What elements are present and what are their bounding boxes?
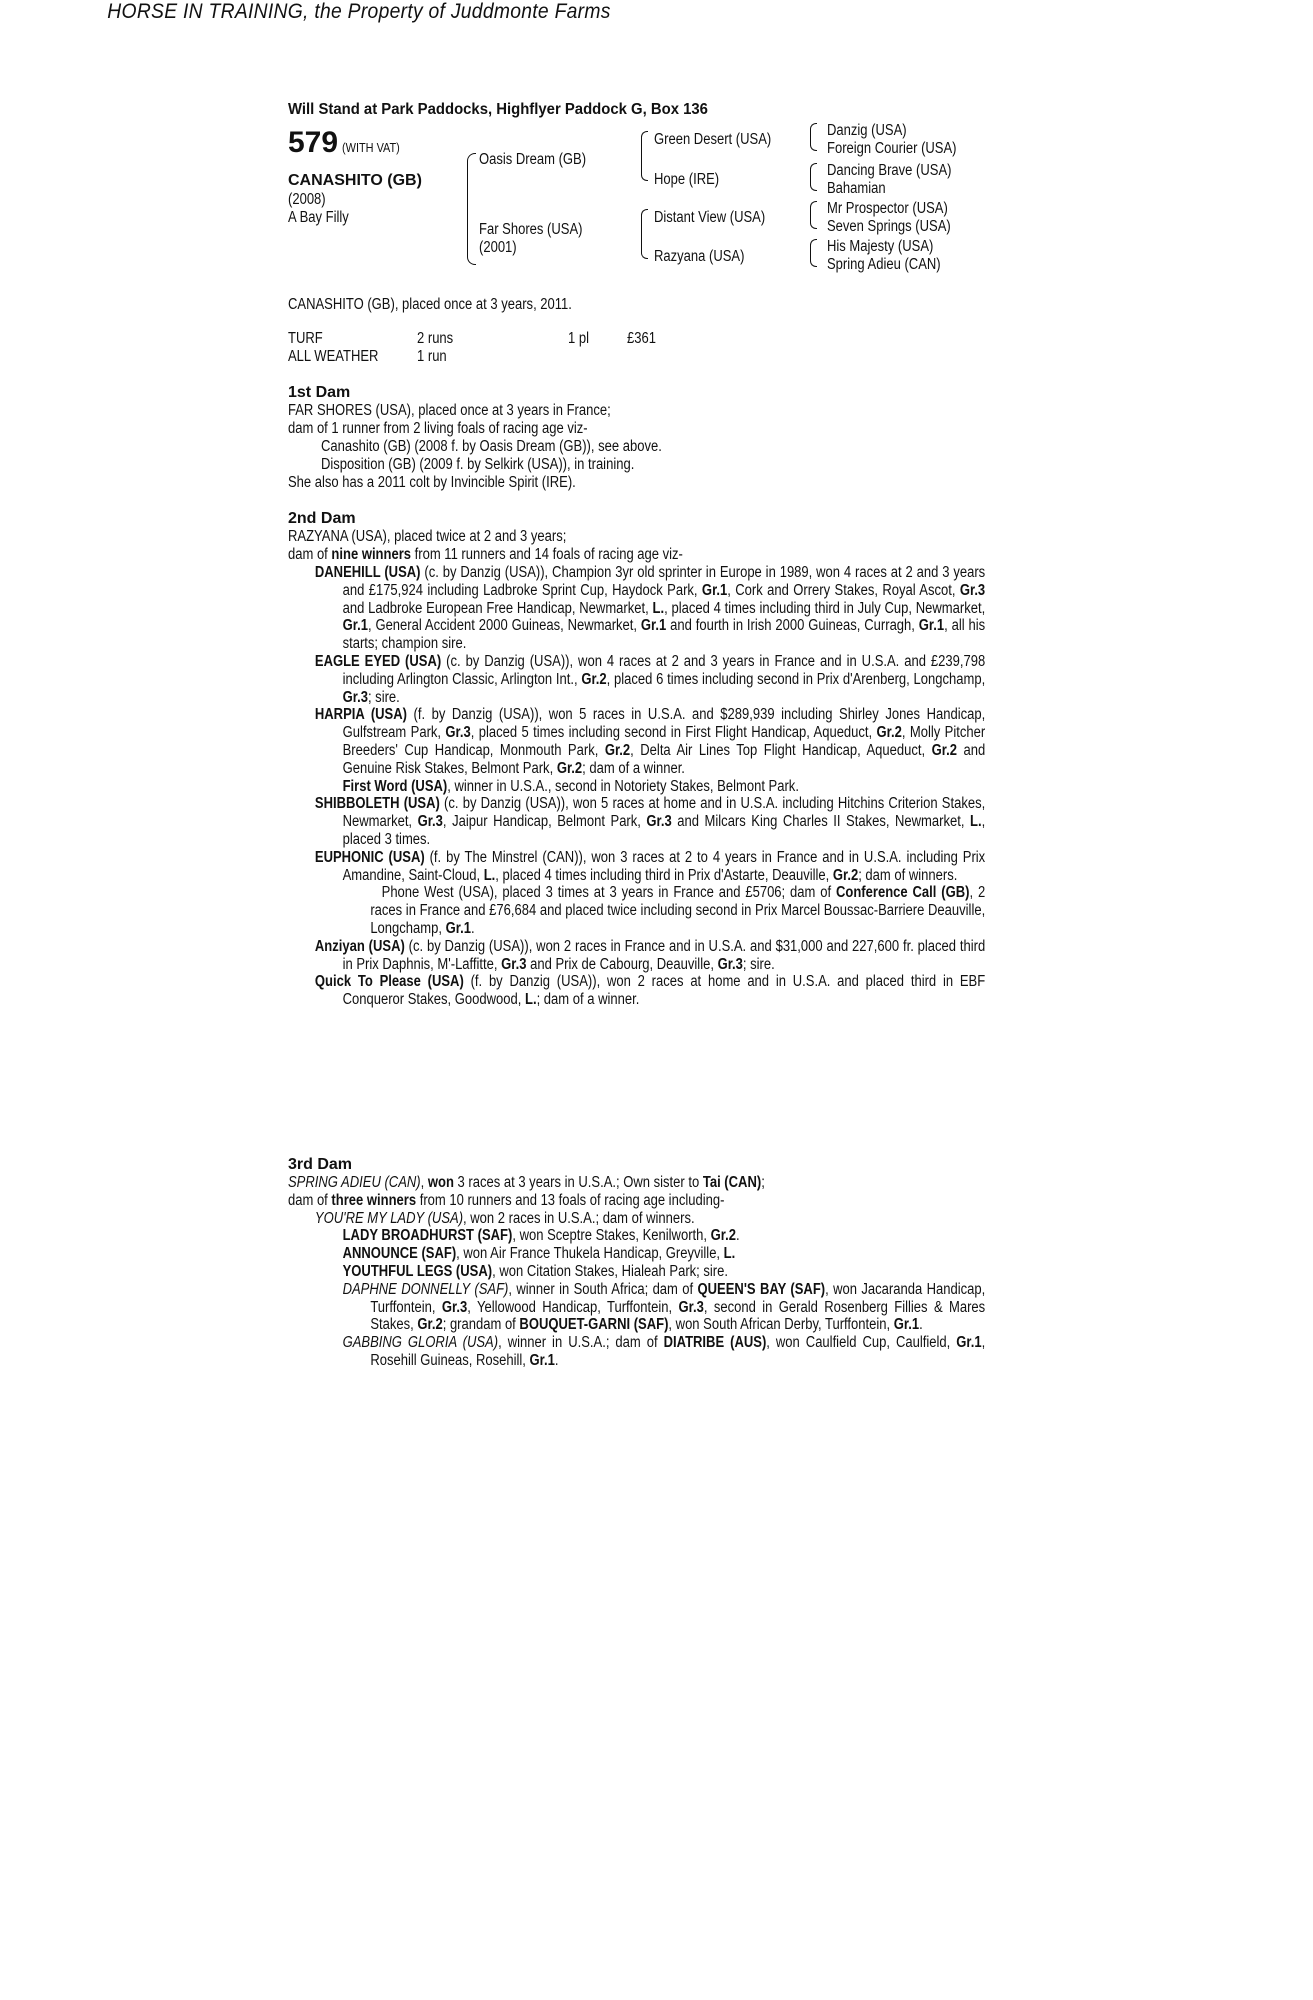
produce-entry: SPRING ADIEU (CAN), won 3 races at 3 years in U.S.A.; Own sister to Tai (CAN);: [288, 1174, 765, 1191]
pedigree-sire: Oasis Dream (GB): [479, 151, 587, 168]
lot-number: 579: [288, 126, 339, 159]
race-summary: CANASHITO (GB), placed once at 3 years, 2011.: [288, 296, 572, 313]
produce-entry: DANEHILL (USA) (c. by Danzig (USA)), Champion 3yr old sprinter in Europe in 1989, won 4 races at 2 and 3 years and £175,924 including Ladbroke Sprint Cup, Haydock Park, Gr.1, Cork and Orrery Stakes, Royal Ascot, Gr.3 and Ladbroke European Free Handicap, Newmarket, L., placed 4 times including third in July Cup, Newmarket, Gr.1, General Accident 2000 Guineas, Newmarket, Gr.1 and fourth in Irish 2000 Guineas, Curragh, Gr.1, all his starts; champion sire.: [314, 564, 986, 653]
third-dam-produce: [288, 1174, 985, 1370]
pedigree-dss: Mr Prospector (USA): [827, 200, 948, 217]
first-dam-line: She also has a 2011 colt by Invincible Spirit (IRE).: [288, 474, 576, 491]
pedigree-sdd: Bahamian: [827, 180, 886, 197]
produce-entry: GABBING GLORIA (USA), winner in U.S.A.; dam of DIATRIBE (AUS), won Caulfield Cup, Caulfield, Gr.1, Rosehill Guineas, Rosehill, Gr.1.: [342, 1334, 986, 1369]
pedigree-brace-sd: [810, 163, 817, 191]
first-dam-heading: 1st Dam: [288, 384, 351, 401]
first-dam-line: Canashito (GB) (2008 f. by Oasis Dream (GB)), see above.: [321, 438, 662, 455]
pedigree-dam-dam: Razyana (USA): [654, 248, 745, 265]
horse-name: CANASHITO (GB): [288, 172, 422, 189]
produce-entry: LADY BROADHURST (SAF), won Sceptre Stakes, Kenilworth, Gr.2.: [342, 1227, 740, 1245]
aw-runs: 1 run: [417, 348, 447, 365]
pedigree-sds: Dancing Brave (USA): [827, 162, 952, 179]
pedigree-sire-sire: Green Desert (USA): [654, 131, 772, 148]
second-dam-line: dam of nine winners from 11 runners and 14 foals of racing age viz-: [288, 546, 683, 563]
pedigree-dsd: Seven Springs (USA): [827, 218, 951, 235]
pedigree-brace-ds: [810, 201, 817, 229]
pedigree-brace-sire: [641, 131, 648, 181]
second-dam-produce: [288, 564, 985, 1009]
first-dam-line: dam of 1 runner from 2 living foals of racing age viz-: [288, 420, 588, 437]
produce-entry: ANNOUNCE (SAF), won Air France Thukela Handicap, Greyville, L.: [342, 1245, 736, 1263]
turf-runs: 2 runs: [417, 330, 454, 347]
pedigree-dam-year: (2001): [479, 239, 517, 256]
stand-location: Will Stand at Park Paddocks, Highflyer Paddock G, Box 136: [288, 101, 708, 118]
produce-entry: EUPHONIC (USA) (f. by The Minstrel (CAN)), won 3 races at 2 to 4 years in France and in U.S.A. including Prix Amandine, Saint-Cloud, L., placed 4 times including third in Prix d'Astarte, Deauville, Gr.2; dam of winners.: [314, 848, 986, 884]
pedigree-dam: Far Shores (USA): [479, 221, 583, 238]
produce-entry: YOUTHFUL LEGS (USA), won Citation Stakes, Hialeah Park; sire.: [342, 1262, 729, 1280]
pedigree-dds: His Majesty (USA): [827, 238, 934, 255]
produce-entry: Phone West (USA), placed 3 times at 3 years in France and £5706; dam of Conference Call (GB), 2 races in France and £76,684 and placed twice including second in Prix Marcel Boussac-Barriere Deauville, Longchamp, Gr.1.: [342, 884, 986, 937]
turf-label: TURF: [288, 330, 323, 347]
horse-year: (2008): [288, 191, 326, 208]
produce-entry: First Word (USA), winner in U.S.A., second in Notoriety Stakes, Belmont Park.: [342, 777, 799, 795]
pedigree-ddd: Spring Adieu (CAN): [827, 256, 941, 273]
pedigree-dam-sire: Distant View (USA): [654, 209, 766, 226]
second-dam-line: RAZYANA (USA), placed twice at 2 and 3 years;: [288, 528, 567, 545]
first-dam-line: FAR SHORES (USA), placed once at 3 years in France;: [288, 402, 611, 419]
lot-line: [288, 126, 411, 160]
page-header: HORSE IN TRAINING, the Property of Juddmonte Farms: [107, 0, 611, 23]
pedigree-brace-dam: [641, 209, 648, 259]
produce-entry: HARPIA (USA) (f. by Danzig (USA)), won 5 races in U.S.A. and $289,939 including Shirley Jones Handicap, Gulfstream Park, Gr.3, placed 5 times including second in First Flight Handicap, Aqueduct, Gr.2, Molly Pitcher Breeders' Cup Handicap, Monmouth Park, Gr.2, Delta Air Lines Top Flight Handicap, Aqueduct, Gr.2 and Genuine Risk Stakes, Belmont Park, Gr.2; dam of a winner.: [314, 706, 986, 777]
second-dam-heading: 2nd Dam: [288, 510, 356, 527]
turf-places: 1 pl: [568, 330, 589, 347]
pedigree-sire-dam: Hope (IRE): [654, 171, 720, 188]
pedigree-brace-dd: [810, 239, 817, 267]
produce-entry: Quick To Please (USA) (f. by Danzig (USA)), won 2 races at home and in U.S.A. and placed third in EBF Conqueror Stakes, Goodwood, L.; dam of a winner.: [314, 973, 986, 1009]
horse-description: A Bay Filly: [288, 209, 349, 226]
produce-entry: dam of three winners from 10 runners and 13 foals of racing age including-: [288, 1191, 725, 1209]
produce-entry: Anziyan (USA) (c. by Danzig (USA)), won 2 races in France and in U.S.A. and $31,000 and 227,600 fr. placed third in Prix Daphnis, M'-Laffitte, Gr.3 and Prix de Cabourg, Deauville, Gr.3; sire.: [314, 937, 986, 973]
vat-note: (WITH VAT): [342, 140, 400, 155]
produce-entry: YOU'RE MY LADY (USA), won 2 races in U.S.A.; dam of winners.: [314, 1209, 695, 1227]
produce-entry: SHIBBOLETH (USA) (c. by Danzig (USA)), won 5 races at home and in U.S.A. including Hitchins Criterion Stakes, Newmarket, Gr.3, Jaipur Handicap, Belmont Park, Gr.3 and Milcars King Charles II Stakes, Newmarket, L., placed 3 times.: [314, 795, 986, 848]
first-dam-line: Disposition (GB) (2009 f. by Selkirk (USA)), in training.: [321, 456, 635, 473]
third-dam-heading: 3rd Dam: [288, 1156, 353, 1173]
pedigree-ssd: Foreign Courier (USA): [827, 140, 957, 157]
pedigree-brace-main: [467, 153, 476, 265]
produce-entry: DAPHNE DONNELLY (SAF), winner in South Africa; dam of QUEEN'S BAY (SAF), won Jacaranda Handicap, Turffontein, Gr.3, Yellowood Handicap, Turffontein, Gr.3, second in Gerald Rosenberg Fillies & Mares Stakes, Gr.2; grandam of BOUQUET-GARNI (SAF), won South African Derby, Turffontein, Gr.1.: [342, 1280, 986, 1334]
turf-prize: £361: [627, 330, 656, 347]
aw-label: ALL WEATHER: [288, 348, 379, 365]
pedigree-sss: Danzig (USA): [827, 122, 907, 139]
pedigree-brace-ss: [810, 123, 817, 151]
produce-entry: EAGLE EYED (USA) (c. by Danzig (USA)), won 4 races at 2 and 3 years in France and in U.S.A. and £239,798 including Arlington Classic, Arlington Int., Gr.2, placed 6 times including second in Prix d'Arenberg, Longchamp, Gr.3; sire.: [314, 652, 986, 706]
